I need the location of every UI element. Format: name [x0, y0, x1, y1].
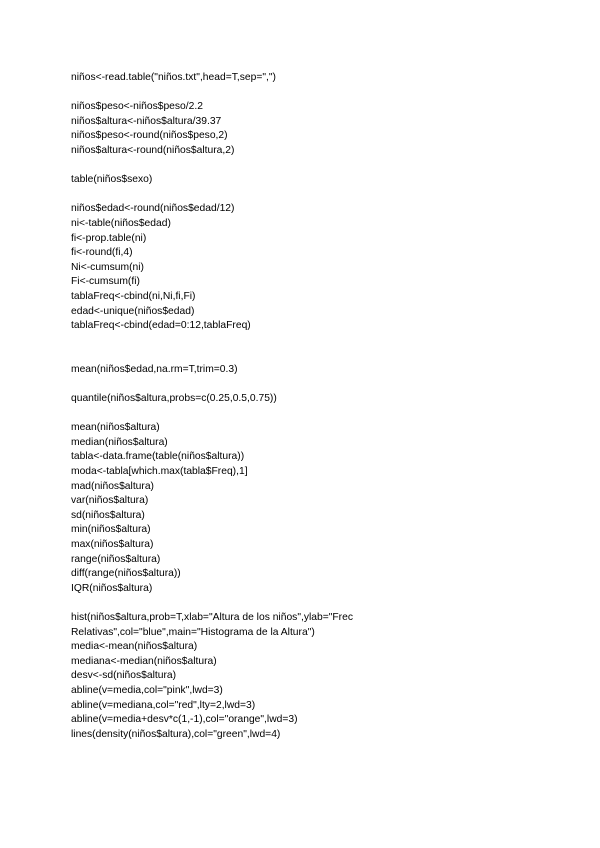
blank-line	[71, 188, 541, 203]
blank-line	[71, 407, 541, 422]
code-line: max(niños$altura)	[71, 539, 154, 550]
code-line: Ni<-cumsum(ni)	[71, 261, 144, 273]
code-line: mad(niños$altura)	[71, 480, 154, 492]
code-line: Fi<-cumsum(fi)	[71, 276, 140, 288]
code-line: range(niños$altura)	[71, 553, 161, 565]
blank-line	[71, 86, 541, 101]
blank-line	[71, 334, 541, 349]
code-line: mean(niños$altura)	[71, 422, 160, 434]
code-line: min(niños$altura)	[71, 524, 151, 536]
r-script-text	[71, 71, 541, 742]
code-line: fi<-prop.table(ni)	[71, 232, 147, 244]
blank-line	[71, 377, 541, 392]
code-line: niños$altura<-round(niños$altura,2)	[71, 144, 235, 156]
code-line: niños$peso<-round(niños$peso,2)	[71, 130, 228, 142]
code-line: mediana<-median(niños$altura)	[71, 655, 217, 667]
blank-line	[71, 596, 541, 611]
code-line: IQR(niños$altura)	[71, 582, 153, 594]
code-line: ni<-table(niños$edad)	[71, 217, 171, 229]
code-line: niños$altura<-niños$altura/39.37	[71, 115, 222, 127]
code-line: table(niños$sexo)	[71, 174, 153, 186]
code-line: Relativas",col="blue",main="Histograma de la Altura")	[71, 626, 315, 638]
code-line: abline(v=media+desv*c(1,-1),col="orange",lwd=3)	[71, 714, 298, 726]
code-line: abline(v=media,col="pink",lwd=3)	[71, 684, 223, 696]
code-line: tablaFreq<-cbind(edad=0:12,tablaFreq)	[71, 320, 251, 332]
code-line: mean(niños$edad,na.rm=T,trim=0.3)	[71, 363, 238, 375]
blank-line	[71, 159, 541, 174]
code-line: fi<-round(fi,4)	[71, 247, 133, 259]
blank-line	[71, 348, 541, 363]
code-line: diff(range(niños$altura))	[71, 568, 181, 580]
code-line: median(niños$altura)	[71, 436, 168, 448]
code-line: sd(niños$altura)	[71, 509, 145, 521]
code-line: abline(v=mediana,col="red",lty=2,lwd=3)	[71, 699, 256, 711]
code-line: niños$edad<-round(niños$edad/12)	[71, 203, 235, 215]
code-line: desv<-sd(niños$altura)	[71, 670, 177, 682]
code-line: niños<-read.table("niños.txt",head=T,sep=",")	[71, 72, 276, 83]
code-line: niños$peso<-niños$peso/2.2	[71, 101, 203, 113]
code-line: hist(niños$altura,prob=T,xlab="Altura de los niños",ylab="Frec	[71, 611, 353, 623]
code-line: moda<-tabla[which.max(tabla$Freq),1]	[71, 466, 248, 478]
code-line: media<-mean(niños$altura)	[71, 641, 198, 653]
code-line: lines(density(niños$altura),col="green",lwd=4)	[71, 728, 281, 740]
code-line: quantile(niños$altura,probs=c(0.25,0.5,0.75))	[71, 393, 277, 405]
code-line: tabla<-data.frame(table(niños$altura))	[71, 451, 245, 463]
code-line: edad<-unique(niños$edad)	[71, 305, 195, 317]
code-line: var(niños$altura)	[71, 495, 149, 507]
code-line: tablaFreq<-cbind(ni,Ni,fi,Fi)	[71, 290, 196, 302]
